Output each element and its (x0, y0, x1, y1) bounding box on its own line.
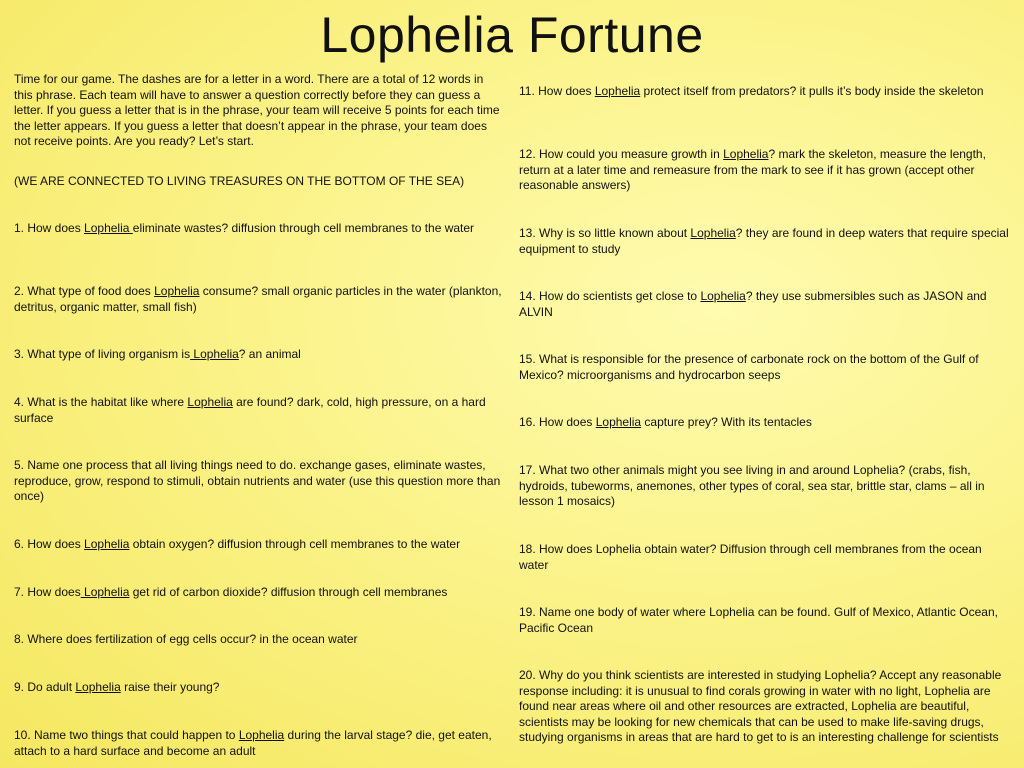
q16-pre: 16. How does (519, 415, 596, 429)
q9-pre: 9. Do adult (14, 680, 76, 694)
hint-text: (WE ARE CONNECTED TO LIVING TREASURES ON THE BOTTOM OF THE SEA) (14, 174, 465, 188)
q6-underline: Lophelia (84, 537, 130, 551)
question-5: 5. Name one process that all living things need to do. exchange gases, eliminate wastes, reproduce, grow, respond to stimuli, obtain nutrients and water (use this question more than once) (14, 458, 501, 503)
question-9 (14, 680, 504, 696)
q14-post: ? they use submersibles such as JASON and ALVIN (519, 289, 987, 319)
question-19: 19. Name one body of water where Lophelia can be found. Gulf of Mexico, Atlantic Ocean, Pacific Ocean (519, 605, 998, 635)
intro-paragraph: Time for our game. The dashes are for a letter in a word. There are a total of 12 words in this phrase. Each team will have to answer a question correctly before they can guess a letter. If you guess a letter that is in the phrase, your team will receive 5 points for each time the letter appears. If you guess a letter that doesn’t appear in the phrase, your team does not receive points. Are you ready? Let’s start. (14, 72, 500, 148)
q13-post: ? they are found in deep waters that require special equipment to study (519, 226, 1009, 256)
question-6 (14, 537, 504, 553)
question-13 (519, 226, 1011, 257)
question-18: 18. How does Lophelia obtain water? Diffusion through cell membranes from the ocean water (519, 542, 982, 572)
q1-underline: Lophelia (84, 221, 133, 235)
q4-underline: Lophelia (187, 395, 233, 409)
q12-underline: Lophelia (723, 147, 769, 161)
question-1 (14, 221, 504, 237)
question-16 (519, 415, 1011, 431)
q9-underline: Lophelia (75, 680, 121, 694)
q9-post: raise their young? (120, 680, 220, 694)
q12-post: ? mark the skeleton, measure the length, return at a later time and remeasure from the mark to see if it has grown (accept other reasonable answers) (519, 147, 986, 192)
q12-pre: 12. How could you measure growth in (519, 147, 724, 161)
question-14 (519, 289, 1011, 320)
q11-post: protect itself from predators? it pulls it’s body inside the skeleton (640, 84, 984, 98)
question-4 (14, 395, 504, 426)
q11-pre: 11. How does (519, 84, 595, 98)
q4-pre: 4. What is the habitat like where (14, 395, 188, 409)
question-7 (14, 585, 504, 601)
question-3 (14, 347, 504, 363)
question-2 (14, 284, 504, 315)
q7-pre: 7. How does (14, 585, 81, 599)
q6-post: obtain oxygen? diffusion through cell membranes to the water (129, 537, 461, 551)
q1-pre: 1. How does (14, 221, 85, 235)
q2-pre: 2. What type of food does (14, 284, 155, 298)
q3-pre: 3. What type of living organism is (14, 347, 191, 361)
question-15: 15. What is responsible for the presence of carbonate rock on the bottom of the Gulf of Mexico? microorganisms and hydrocarbon seeps (519, 352, 979, 382)
question-10 (14, 728, 504, 759)
question-8: 8. Where does fertilization of egg cells occur? in the ocean water (14, 632, 358, 646)
q10-pre: 10. Name two things that could happen to (14, 728, 239, 742)
q16-post: capture prey? With its tentacles (641, 415, 812, 429)
q16-underline: Lophelia (595, 415, 642, 429)
q11-underline: Lophelia (594, 84, 641, 98)
question-20: 20. Why do you think scientists are interested in studying Lophelia? Accept any reasonable response including: it is unusual to find corals growing in water with no light, Lophelia are found near areas where oil and other resources are extracted, Lophelia are beautiful, scientists may be looking for new chemicals that can be used to make life-saving drugs, studying organisms in areas that are hard to get to is an interesting challenge for scientists (519, 668, 1002, 744)
q7-underline: Lophelia (80, 585, 130, 599)
q14-underline: Lophelia (700, 289, 746, 303)
q3-underline: Lophelia (190, 347, 239, 361)
question-17: 17. What two other animals might you see living in and around Lophelia? (crabs, fish, hydroids, tubeworms, anemones, other types of coral, sea star, brittle star, clams – all in lesson 1 mosaics) (519, 463, 985, 508)
q6-pre: 6. How does (14, 537, 85, 551)
question-12 (519, 147, 1011, 194)
question-11 (519, 84, 1011, 100)
q2-post: consume? small organic particles in the water (plankton, detritus, organic matter, small fish) (14, 284, 502, 314)
page-title: Lophelia Fortune (320, 7, 704, 63)
q3-post: ? an animal (238, 347, 301, 361)
q13-pre: 13. Why is so little known about (519, 226, 691, 240)
q13-underline: Lophelia (690, 226, 736, 240)
q1-post: eliminate wastes? diffusion through cell membranes to the water (132, 221, 475, 235)
q4-post: are found? dark, cold, high pressure, on a hard surface (14, 395, 486, 425)
q2-underline: Lophelia (154, 284, 200, 298)
q7-post: get rid of carbon dioxide? diffusion through cell membranes (129, 585, 448, 599)
q14-pre: 14. How do scientists get close to (519, 289, 701, 303)
q10-underline: Lophelia (238, 728, 285, 742)
q10-post: during the larval stage? die, get eaten, attach to a hard surface and become an adult (14, 728, 492, 758)
